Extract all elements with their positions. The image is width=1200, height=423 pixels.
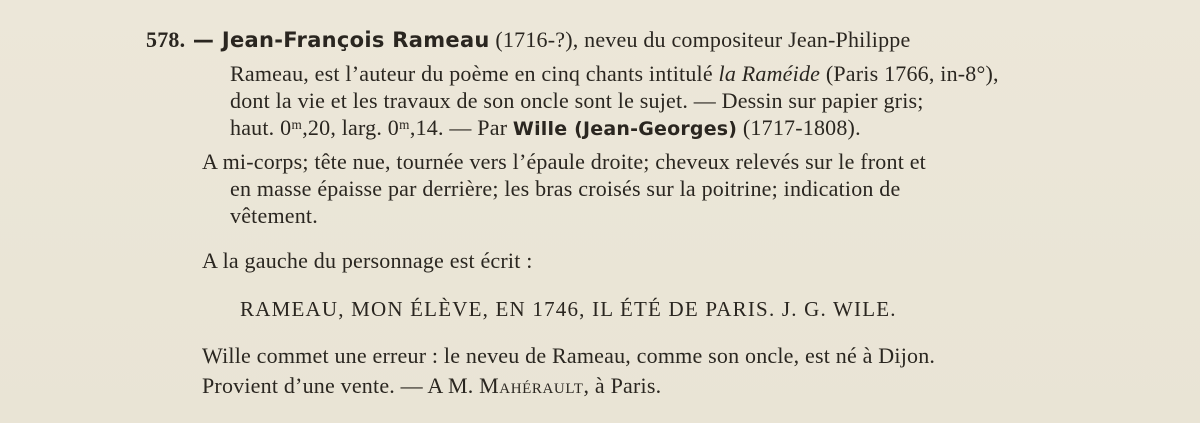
provenance-text: Provient d’une vente. — A M. (202, 373, 480, 398)
provenance-place: , à Paris. (583, 373, 662, 398)
provenance-line (202, 373, 661, 399)
artist-dates: (1717-1808). (737, 115, 861, 140)
description-line-3: vêtement. (230, 203, 318, 228)
inscription-text: RAMEAU, MON ÉLÈVE, EN 1746, IL ÉTÉ DE PARIS. J. G. WILE. (240, 297, 897, 321)
inscription-intro: A la gauche du personnage est écrit : (202, 248, 533, 273)
dimensions-text: haut. 0ᵐ,20, larg. 0ᵐ,14. — Par (230, 115, 513, 140)
poem-title: la Raméide (718, 61, 821, 86)
entry-line-2 (230, 61, 999, 87)
bleed-through (1060, 62, 1065, 84)
entry-line-2-end: (Paris 1766, in-8°), (820, 61, 999, 86)
entry-line-1 (146, 27, 910, 53)
description-line-1: A mi-corps; tête nue, tournée vers l’épaule droite; cheveux relevés sur le front et (202, 149, 926, 174)
artist-name: Wille (Jean-Georges) (512, 118, 738, 140)
sitter-name: Jean-François Rameau (221, 28, 490, 52)
entry-dash: — (185, 28, 222, 52)
entry-number: 578. (146, 27, 186, 52)
entry-line-2-text: Rameau, est l’auteur du poème en cinq chants intitulé (230, 61, 719, 86)
entry-line-3: dont la vie et les travaux de son oncle sont le sujet. — Dessin sur papier gris; (230, 88, 924, 113)
owner-name: Mahérault (479, 373, 584, 398)
description-line-2: en masse épaisse par derrière; les bras croisés sur la poitrine; indication de (230, 176, 901, 201)
note-line: Wille commet une erreur : le neveu de Rameau, comme son oncle, est né à Dijon. (202, 343, 936, 368)
entry-line-1-rest: (1716-?), neveu du compositeur Jean-Philippe (489, 27, 911, 52)
entry-line-4 (230, 115, 861, 142)
